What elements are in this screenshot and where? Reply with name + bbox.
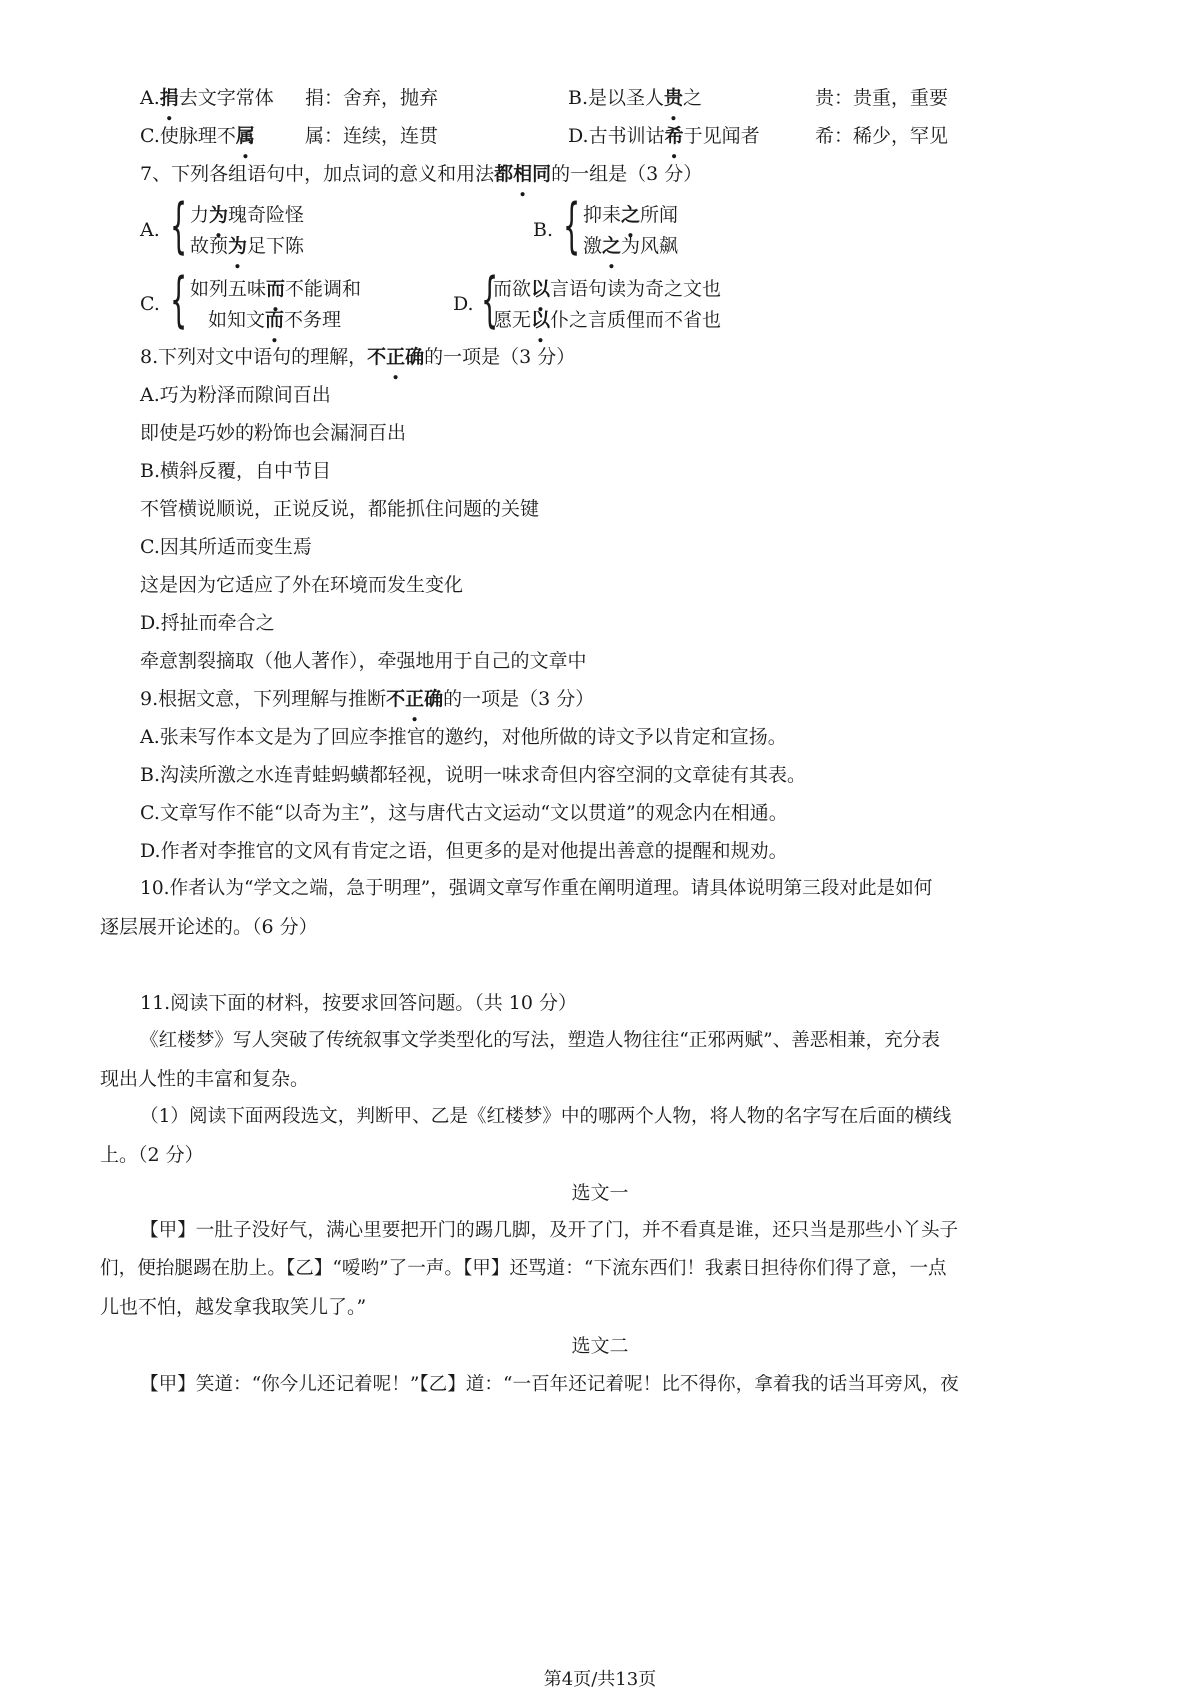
q9-option-d: D.作者对李推官的文风有肯定之语，但更多的是对他提出善意的提醒和规劝。	[140, 840, 788, 862]
q8-option-d: D.捋扯而牵合之	[140, 612, 275, 634]
q6-option-a-gloss: 捐：舍弃，抛弃	[305, 87, 439, 109]
q7-option-a-label: A.	[140, 219, 160, 241]
q8-option-a: A.巧为粉泽而隙间百出	[140, 384, 331, 406]
q10-line1: 10.作者认为“学文之端，急于明理”，强调文章写作重在阐明道理。请具体说明第三段对此是如何	[140, 878, 933, 899]
q8-stem: 8.下列对文中语句的理解，不正确的一项是（3 分）	[140, 346, 576, 368]
q6-option-d-gloss: 希：稀少，罕见	[815, 125, 949, 147]
q8-option-c: C.因其所适而变生焉	[140, 536, 312, 558]
q6-option-a: A.捐去文字常体	[140, 87, 274, 109]
q9-option-a: A.张耒写作本文是为了回应李推官的邀约，对他所做的诗文予以肯定和宣扬。	[140, 726, 787, 748]
q11-sub1-line2: 上。（2 分）	[100, 1144, 204, 1166]
q11-intro-line2: 现出人性的丰富和复杂。	[100, 1068, 310, 1090]
q7-option-b-label: B.	[533, 219, 554, 241]
q6-option-b: B.是以圣人贵之	[568, 87, 703, 109]
q9-stem: 9.根据文意，下列理解与推断不正确的一项是（3 分）	[140, 688, 595, 710]
q7-option-b-brace: {	[563, 191, 581, 261]
selection-two-title: 选文二	[571, 1335, 629, 1357]
q9-option-c: C.文章写作不能“以奇为主”，这与唐代古文运动“文以贯道”的观念内在相通。	[140, 802, 788, 824]
q8-option-d-explanation: 牵意割裂摘取（他人著作），牵强地用于自己的文章中	[140, 650, 587, 672]
q11-intro-line1: 《红楼梦》写人突破了传统叙事文学类型化的写法，塑造人物往往“正邪两赋”、善恶相兼，充分表	[140, 1030, 940, 1051]
q7-option-d-label: D.	[453, 293, 474, 315]
selection-one-line1: 【甲】一肚子没好气，满心里要把开门的踢几脚，及开了门，并不看真是谁，还只当是那些小丫头子	[140, 1220, 959, 1241]
q7-option-b-line2: 激之为风飙	[583, 235, 679, 257]
q6-option-c-gloss: 属：连续，连贯	[305, 125, 439, 147]
q7-option-a-brace: {	[170, 191, 188, 261]
q7-option-b-line1: 抑耒之所闻	[583, 204, 679, 226]
q7-option-d-line1: 而欲以言语句读为奇之文也	[493, 278, 722, 300]
selection-one-line3: 儿也不怕，越发拿我取笑儿了。”	[100, 1296, 367, 1318]
q7-option-c-line2: 如知文而不务理	[208, 309, 342, 331]
q6-option-d: D.古书训诂希于见闻者	[568, 125, 760, 147]
selection-two-line1: 【甲】笑道：“你今儿还记着呢！”【乙】道：“一百年还记着呢！比不得你，拿着我的话当耳旁风，夜	[140, 1374, 959, 1395]
q11-sub1-line1: （1）阅读下面两段选文，判断甲、乙是《红楼梦》中的哪两个人物，将人物的名字写在后面的横线	[140, 1106, 952, 1127]
selection-one-line2: 们，便抬腿踢在肋上。【乙】“嗳哟”了一声。【甲】还骂道：“下流东西们！我素日担待你们得了意，一点	[100, 1258, 947, 1279]
q7-option-d-brace: {	[481, 265, 499, 335]
q7-option-a-line2: 故预为足下陈	[190, 235, 305, 257]
q8-option-c-explanation: 这是因为它适应了外在环境而发生变化	[140, 574, 464, 596]
q8-option-b: B.横斜反覆，自中节目	[140, 460, 332, 482]
q7-option-a-line1: 力为瑰奇险怪	[190, 204, 305, 226]
q7-option-c-label: C.	[140, 293, 160, 315]
q7-option-c-brace: {	[170, 265, 188, 335]
q7-stem: 7、下列各组语句中，加点词的意义和用法都相同的一组是（3 分）	[140, 163, 703, 185]
q11-stem: 11.阅读下面的材料，按要求回答问题。（共 10 分）	[140, 992, 577, 1014]
q8-option-b-explanation: 不管横说顺说，正说反说，都能抓住问题的关键	[140, 498, 540, 520]
selection-one-title: 选文一	[571, 1182, 629, 1204]
q7-option-d-line2: 愿无以仆之言质俚而不省也	[493, 309, 722, 331]
q7-option-c-line1: 如列五味而不能调和	[190, 278, 362, 300]
q8-option-a-explanation: 即使是巧妙的粉饰也会漏洞百出	[140, 422, 407, 444]
q10-line2: 逐层展开论述的。（6 分）	[100, 916, 318, 938]
q6-option-b-gloss: 贵：贵重，重要	[815, 87, 949, 109]
q6-option-c: C.使脉理不属	[140, 125, 255, 147]
page-number: 第4页/共13页	[543, 1669, 657, 1690]
q9-option-b: B.沟渎所激之水连青蛙蚂蟥都轻视，说明一味求奇但内容空洞的文章徒有其表。	[140, 764, 807, 786]
